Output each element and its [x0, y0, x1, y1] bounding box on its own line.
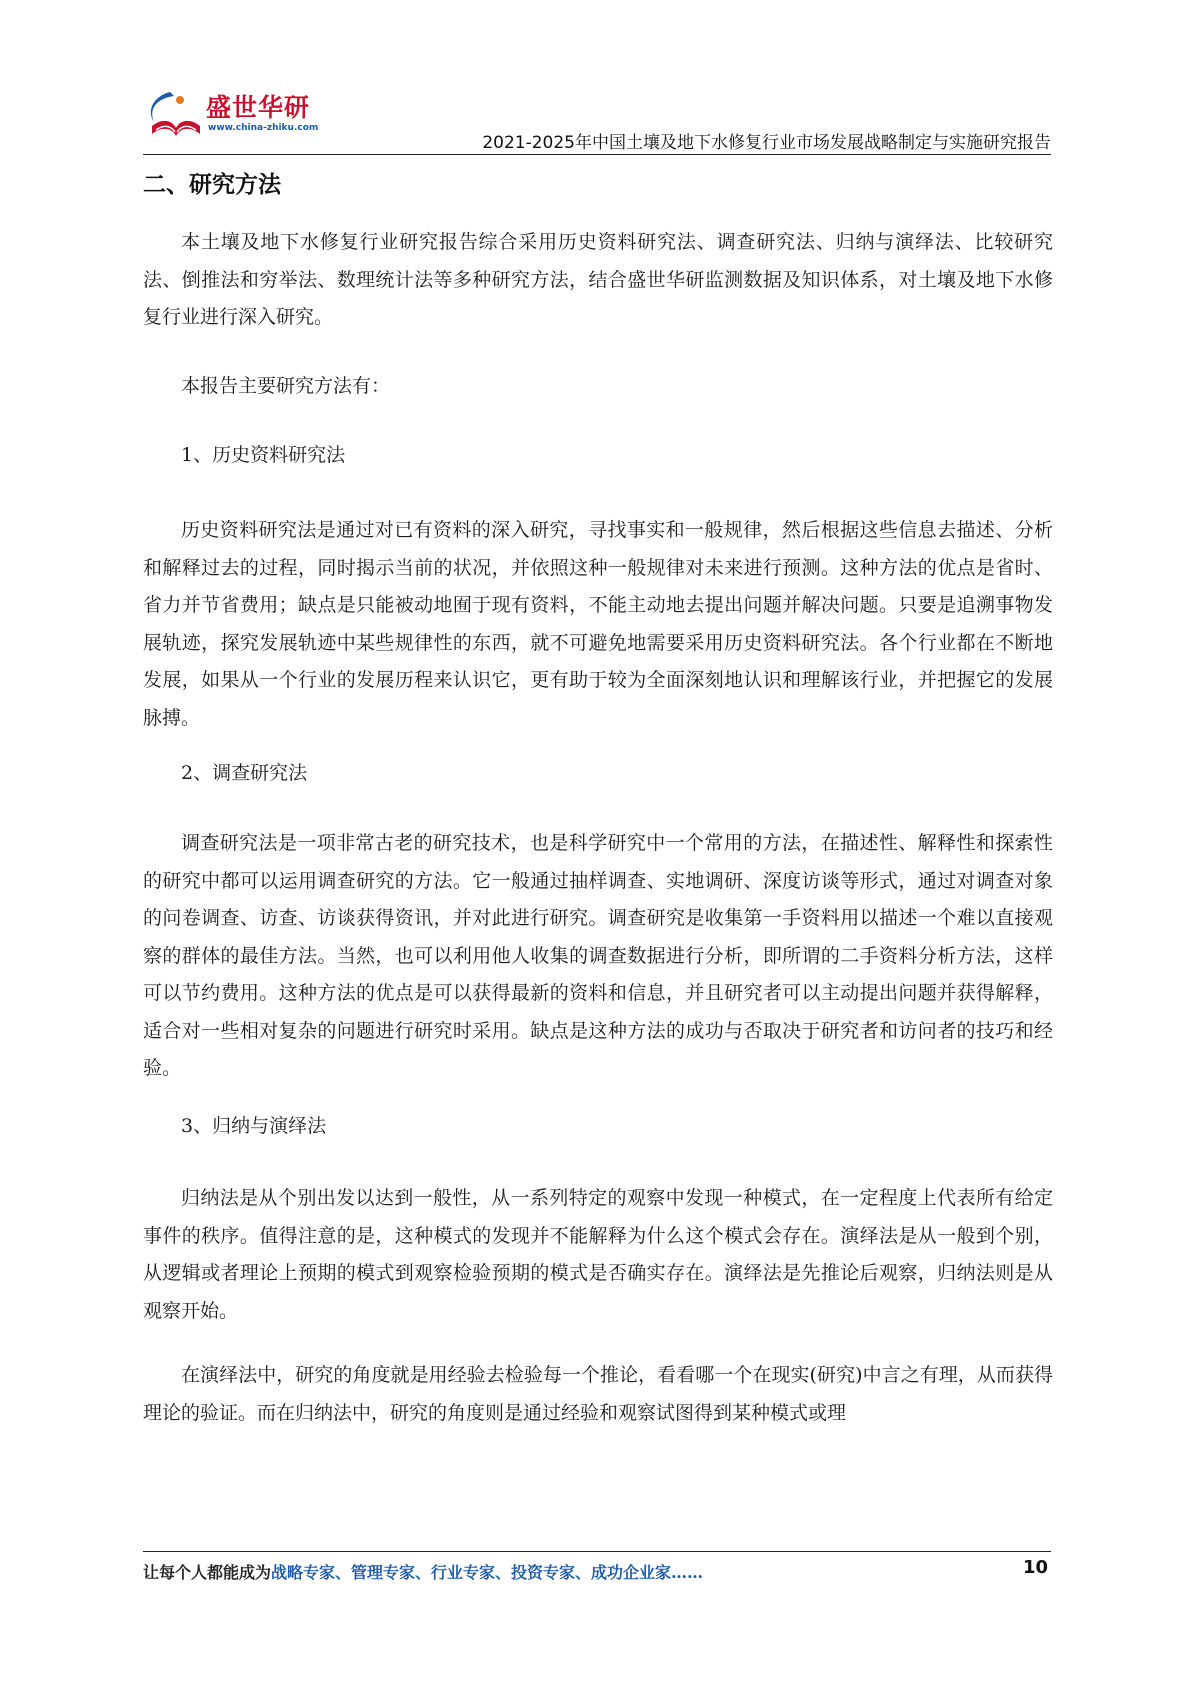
- footer-slogan-lead: 让每个人都能成为: [143, 1563, 272, 1582]
- section-heading: 二、研究方法: [143, 172, 281, 198]
- company-logo: [140, 78, 340, 148]
- header-divider: [143, 154, 1051, 155]
- method-3-title: 3、归纳与演绎法: [181, 1115, 327, 1137]
- method-3-paragraph-2: 在演绎法中，研究的角度就是用经验去检验每一个推论，看看哪一个在现实(研究)中言之有理，从而获得理论的验证。而在归纳法中，研究的角度则是通过经验和观察试图得到某种模式或理: [143, 1364, 1053, 1424]
- page-number: 10: [1022, 1557, 1048, 1578]
- logo-url: www.china-zhiku.com: [208, 123, 319, 133]
- logo-name: 盛世华研: [206, 93, 311, 122]
- footer-slogan-roles: 战略专家、管理专家、行业专家、投资专家、成功企业家……: [271, 1563, 704, 1582]
- footer-slogan: [143, 1560, 703, 1583]
- footer-divider: [143, 1551, 1051, 1552]
- method-2-title: 2、调查研究法: [181, 762, 308, 784]
- intro-paragraph: 本土壤及地下水修复行业研究报告综合采用历史资料研究法、调查研究法、归纳与演绎法、比较研究法、倒推法和穷举法、数理统计法等多种研究方法，结合盛世华研监测数据及知识体系，对土壤及地下水修复行业进行深入研究。: [143, 231, 1053, 328]
- book-swoosh-logo-icon: [140, 78, 210, 148]
- main-methods-lead: 本报告主要研究方法有：: [181, 375, 391, 397]
- method-1-title: 1、历史资料研究法: [181, 444, 346, 466]
- method-3-paragraph-1: 归纳法是从个别出发以达到一般性，从一系列特定的观察中发现一种模式，在一定程度上代表所有给定事件的秩序。值得注意的是，这种模式的发现并不能解释为什么这个模式会存在。演绎法是从一般到个别，从逻辑或者理论上预期的模式到观察检验预期的模式是否确实存在。演绎法是先推论后观察，归纳法则是从观察开始。: [143, 1187, 1053, 1322]
- method-2-paragraph: 调查研究法是一项非常古老的研究技术，也是科学研究中一个常用的方法，在描述性、解释性和探索性的研究中都可以运用调查研究的方法。它一般通过抽样调查、实地调研、深度访谈等形式，通过对调查对象的问卷调查、访查、访谈获得资讯，并对此进行研究。调查研究是收集第一手资料用以描述一个难以直接观察的群体的最佳方法。当然，也可以利用他人收集的调查数据进行分析，即所谓的二手资料分析方法，这样可以节约费用。这种方法的优点是可以获得最新的资料和信息，并且研究者可以主动提出问题并获得解释，适合对一些相对复杂的问题进行研究时采用。缺点是这种方法的成功与否取决于研究者和访问者的技巧和经验。: [143, 832, 1053, 1079]
- method-1-paragraph: 历史资料研究法是通过对已有资料的深入研究，寻找事实和一般规律，然后根据这些信息去描述、分析和解释过去的过程，同时揭示当前的状况，并依照这种一般规律对未来进行预测。这种方法的优点是省时、省力并节省费用；缺点是只能被动地囿于现有资料，不能主动地去提出问题并解决问题。只要是追溯事物发展轨迹，探究发展轨迹中某些规律性的东西，就不可避免地需要采用历史资料研究法。各个行业都在不断地发展，如果从一个行业的发展历程来认识它，更有助于较为全面深刻地认识和理解该行业，并把握它的发展脉搏。: [143, 519, 1053, 729]
- report-title: 2021-2025年中国土壤及地下水修复行业市场发展战略制定与实施研究报告: [482, 133, 1051, 153]
